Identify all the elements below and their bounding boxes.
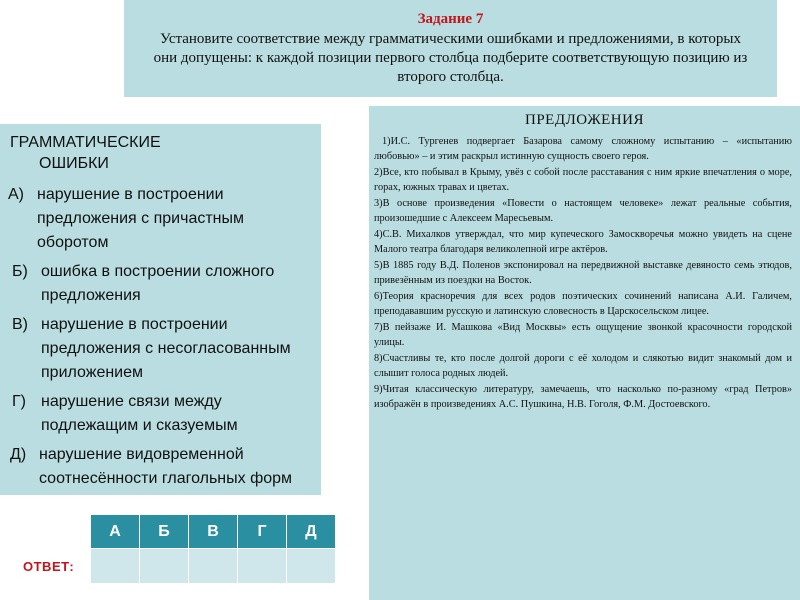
sentences-title: ПРЕДЛОЖЕНИЯ xyxy=(525,112,644,128)
answer-table xyxy=(90,514,336,584)
answer-col-a: А xyxy=(91,515,140,549)
errors-title-line2: ОШИБКИ xyxy=(39,155,109,172)
error-text: ошибка в построении сложного предложения xyxy=(41,263,275,304)
sentences-panel xyxy=(369,106,800,600)
answer-cell-v[interactable] xyxy=(189,549,238,584)
sentence-2: 2)Все, кто побывал в Крыму, увёз с собой после расставания с ним яркие впечатления о море, горах, южных травах и цветах. xyxy=(374,167,792,193)
error-letter: Г) xyxy=(12,393,26,410)
error-letter: А) xyxy=(8,186,24,203)
errors-panel xyxy=(0,124,321,495)
task-instruction: Установите соответствие между грамматическими ошибками и предложениями, в которых они допущены: к каждой позиции первого столбца подберите соответствующую позицию из второго столбца. xyxy=(153,31,748,85)
answer-header-row xyxy=(91,515,336,549)
answer-cell-a[interactable] xyxy=(91,549,140,584)
sentence-9: 9)Читая классическую литературу, замечаешь, что насколько по-разному «град Петров» изображён в произведениях А.С. Пушкина, Н.В. Гоголя, Ф.М. Достоевского. xyxy=(374,384,792,410)
error-item-a xyxy=(8,183,318,255)
errors-title-line1: ГРАММАТИЧЕСКИЕ xyxy=(10,134,161,151)
sentence-1: 1)И.С. Тургенев подвергает Базарова самому сложному испытанию – «испытанию любовью» – и этим раскрыл истинную сущность своего героя. xyxy=(374,136,792,162)
answer-col-d: Д xyxy=(287,515,336,549)
error-letter: Д) xyxy=(10,446,27,463)
sentence-5: 5)В 1885 году В.Д. Поленов экспонировал на передвижной выставке девяносто семь этюдов, привезённым из поездки на Восток. xyxy=(374,260,792,286)
errors-title xyxy=(10,132,260,174)
sentence-7: 7)В пейзаже И. Машкова «Вид Москвы» есть ощущение звонкой красочности городской улицы. xyxy=(374,322,792,348)
sentence-8: 8)Счастливы те, кто после долгой дороги с её холодом и слякотью видит знакомый дом и слышит голоса родных людей. xyxy=(374,353,792,379)
error-text: нарушение в построении предложения с несогласованным приложением xyxy=(41,316,291,381)
sentence-6: 6)Теория красноречия для всех родов поэтических сочинений написана А.И. Галичем, преподававшим русскую и латинскую словесность в Царскосельском лицее. xyxy=(374,291,792,317)
error-item-b xyxy=(12,260,322,308)
answer-input-row xyxy=(91,549,336,584)
error-letter: Б) xyxy=(12,263,28,280)
error-text: нарушение в построении предложения с причастным оборотом xyxy=(37,186,245,251)
error-text: нарушение связи между подлежащим и сказуемым xyxy=(41,393,238,434)
error-item-d xyxy=(10,443,310,491)
sentence-4: 4)С.В. Михалков утверждал, что мир купеческого Замоскворечья можно увидеть на сцене Малого театра благодаря великолепной игре актёров. xyxy=(374,229,792,255)
answer-cell-d[interactable] xyxy=(287,549,336,584)
answer-cell-b[interactable] xyxy=(140,549,189,584)
task-title: Задание 7 xyxy=(417,11,484,27)
answer-col-v: В xyxy=(189,515,238,549)
error-text: нарушение видовременной соотнесённости глагольных форм xyxy=(39,446,293,487)
error-item-v xyxy=(12,313,322,385)
answer-label: ОТВЕТ: xyxy=(23,559,75,574)
sentence-3: 3)В основе произведения «Повести о настоящем человеке» лежат реальные события, произошедшие с Алексеем Маресьевым. xyxy=(374,198,792,224)
answer-cell-g[interactable] xyxy=(238,549,287,584)
task-header xyxy=(124,0,777,97)
error-letter: В) xyxy=(12,316,28,333)
answer-col-b: Б xyxy=(140,515,189,549)
answer-col-g: Г xyxy=(238,515,287,549)
error-item-g xyxy=(12,390,322,438)
